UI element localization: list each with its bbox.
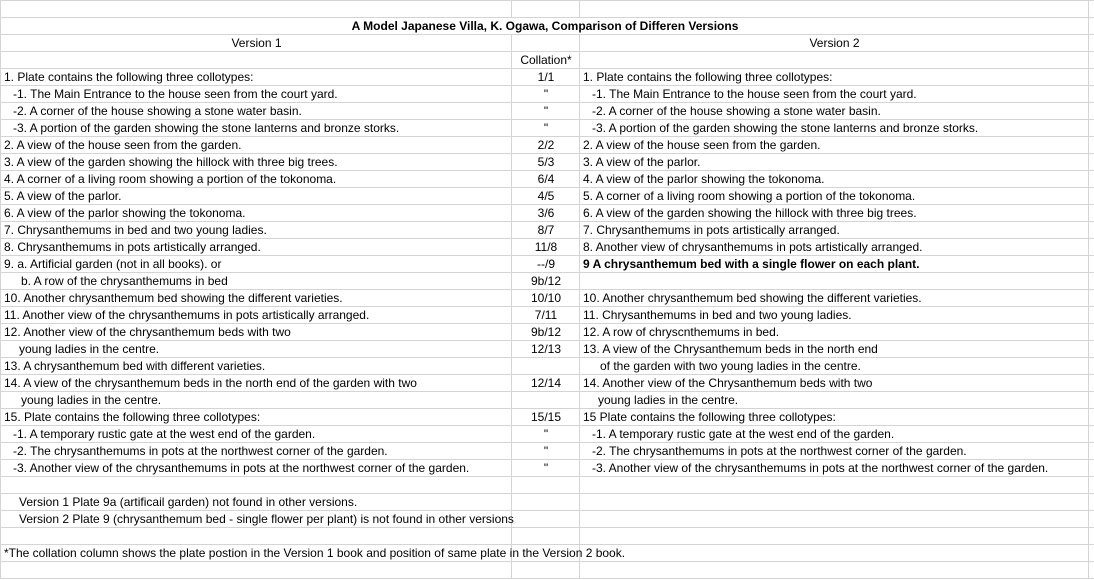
version1-cell[interactable]: 11. Another view of the chrysanthemums in pots artistically arranged. [1,307,512,324]
collation-cell[interactable]: 4/5 [512,188,580,205]
collation-cell[interactable] [512,358,580,375]
cell[interactable] [1089,562,1094,579]
table-row [1,103,1094,120]
version2-cell[interactable]: 15 Plate contains the following three collotypes: [580,409,1089,426]
cell[interactable] [580,477,1089,494]
cell[interactable] [1089,460,1094,477]
cell[interactable] [580,562,1089,579]
table-row [1,239,1094,256]
cell[interactable] [1089,239,1094,256]
version2-cell[interactable]: 2. A view of the house seen from the garden. [580,137,1089,154]
table-row [1,426,1094,443]
cell[interactable] [512,494,580,511]
table-row [1,256,1094,273]
collation-cell[interactable]: 8/7 [512,222,580,239]
version2-cell[interactable]: 6. A view of the garden showing the hillock with three big trees. [580,205,1089,222]
collation-cell[interactable]: 15/15 [512,409,580,426]
cell[interactable] [1089,222,1094,239]
cell[interactable] [512,511,580,528]
cell[interactable] [580,52,1089,69]
version2-cell[interactable]: 14. Another view of the Chrysanthemum beds with two [580,375,1089,392]
version1-cell[interactable]: 2. A view of the house seen from the garden. [1,137,512,154]
table-row [1,460,1094,477]
table-row [1,324,1094,341]
cell[interactable] [1089,154,1094,171]
cell[interactable] [1089,392,1094,409]
version2-cell[interactable]: of the garden with two young ladies in the centre. [580,358,1089,375]
version1-cell[interactable]: young ladies in the centre. [1,392,512,409]
collation-cell[interactable]: " [512,103,580,120]
cell[interactable] [1089,137,1094,154]
cell[interactable] [1089,426,1094,443]
version1-cell[interactable]: 4. A corner of a living room showing a portion of the tokonoma. [1,171,512,188]
cell[interactable] [580,511,1089,528]
collation-cell[interactable]: 10/10 [512,290,580,307]
table-row [1,120,1094,137]
collation-cell[interactable]: 3/6 [512,205,580,222]
version1-cell[interactable]: -1. The Main Entrance to the house seen from the court yard. [1,86,512,103]
cell[interactable] [1,52,512,69]
table-row [1,562,1094,579]
version2-cell[interactable]: 7. Chrysanthemums in pots artistically arranged. [580,222,1089,239]
version2-cell[interactable]: -3. Another view of the chrysanthemums in pots at the northwest corner of the garden. [580,460,1089,477]
cell[interactable] [1089,256,1094,273]
cell[interactable] [1089,18,1094,35]
version2-cell[interactable]: 9 A chrysanthemum bed with a single flower on each plant. [580,256,1089,273]
cell[interactable] [1089,171,1094,188]
version2-cell[interactable]: -3. A portion of the garden showing the stone lanterns and bronze storks. [580,120,1089,137]
collation-cell[interactable]: 9b/12 [512,324,580,341]
cell[interactable] [512,1,580,18]
version1-cell[interactable]: -1. A temporary rustic gate at the west end of the garden. [1,426,512,443]
version1-cell[interactable]: 6. A view of the parlor showing the tokonoma. [1,205,512,222]
collation-cell[interactable]: " [512,426,580,443]
version-header-row [1,35,1094,52]
collation-header-row [1,52,1094,69]
version1-cell[interactable]: 9. a. Artificial garden (not in all books). or [1,256,512,273]
cell[interactable] [1089,120,1094,137]
version2-cell[interactable]: -1. The Main Entrance to the house seen from the court yard. [580,86,1089,103]
version2-cell[interactable]: 10. Another chrysanthemum bed showing the different varieties. [580,290,1089,307]
cell[interactable] [1,1,512,18]
version2-cell[interactable]: -2. A corner of the house showing a stone water basin. [580,103,1089,120]
collation-cell[interactable]: " [512,86,580,103]
cell[interactable] [1089,443,1094,460]
table-row [1,137,1094,154]
version1-cell[interactable]: 5. A view of the parlor. [1,188,512,205]
cell[interactable] [1,477,512,494]
version2-cell[interactable]: young ladies in the centre. [580,392,1089,409]
version2-cell[interactable]: -1. A temporary rustic gate at the west end of the garden. [580,426,1089,443]
version1-cell[interactable]: 12. Another view of the chrysanthemum beds with two [1,324,512,341]
table-row [1,222,1094,239]
cell[interactable] [512,477,580,494]
version1-cell[interactable]: -3. A portion of the garden showing the stone lanterns and bronze storks. [1,120,512,137]
collation-cell[interactable]: 2/2 [512,137,580,154]
cell[interactable] [1089,205,1094,222]
version2-header[interactable]: Version 2 [580,35,1089,52]
note-row [1,494,1094,511]
table-row [1,290,1094,307]
table-row [1,409,1094,426]
table-row [1,273,1094,290]
cell[interactable] [1089,307,1094,324]
cell[interactable] [1089,341,1094,358]
collation-cell[interactable]: 7/11 [512,307,580,324]
cell[interactable] [1089,358,1094,375]
collation-cell[interactable]: 12/13 [512,341,580,358]
table-row [1,307,1094,324]
note-cell[interactable]: Version 2 Plate 9 (chrysanthemum bed - single flower per plant) is not found in other versions [1,511,512,528]
collation-cell[interactable]: " [512,443,580,460]
table-row [1,443,1094,460]
collation-cell[interactable]: 6/4 [512,171,580,188]
table-row [1,86,1094,103]
collation-cell[interactable] [512,392,580,409]
footnote-cell[interactable]: *The collation column shows the plate postion in the Version 1 book and position of same plate in the Version 2 book. [1,545,512,562]
table-row [1,358,1094,375]
version1-cell[interactable]: 8. Chrysanthemums in pots artistically arranged. [1,239,512,256]
cell[interactable] [512,35,580,52]
version1-cell[interactable]: 15. Plate contains the following three collotypes: [1,409,512,426]
cell[interactable] [1089,528,1094,545]
cell[interactable] [512,528,580,545]
collation-cell[interactable]: 9b/12 [512,273,580,290]
version2-cell[interactable]: 8. Another view of chrysanthemums in pots artistically arranged. [580,239,1089,256]
version2-cell[interactable]: 5. A corner of a living room showing a portion of the tokonoma. [580,188,1089,205]
cell[interactable] [1089,69,1094,86]
collation-cell[interactable]: 11/8 [512,239,580,256]
version1-cell[interactable]: -2. The chrysanthemums in pots at the northwest corner of the garden. [1,443,512,460]
version2-cell[interactable]: 4. A view of the parlor showing the tokonoma. [580,171,1089,188]
title-row [1,18,1094,35]
cell[interactable] [1089,494,1094,511]
cell[interactable] [1089,35,1094,52]
table-row [1,528,1094,545]
version1-header[interactable]: Version 1 [1,35,512,52]
version2-cell[interactable]: -2. The chrysanthemums in pots at the northwest corner of the garden. [580,443,1089,460]
version2-cell[interactable] [580,273,1089,290]
version1-cell[interactable]: young ladies in the centre. [1,341,512,358]
table-row [1,392,1094,409]
note-cell[interactable]: Version 1 Plate 9a (artificail garden) not found in other versions. [1,494,512,511]
collation-header[interactable]: Collation* [512,52,580,69]
cell[interactable] [580,1,1089,18]
cell[interactable] [1089,324,1094,341]
table-row [1,375,1094,392]
collation-cell[interactable]: 12/14 [512,375,580,392]
version2-cell[interactable]: 13. A view of the Chrysanthemum beds in the north end [580,341,1089,358]
version1-cell[interactable]: 14. A view of the chrysanthemum beds in the north end of the garden with two [1,375,512,392]
table-row [1,341,1094,358]
version1-cell[interactable]: 7. Chrysanthemums in bed and two young ladies. [1,222,512,239]
version1-cell[interactable]: -3. Another view of the chrysanthemums in pots at the northwest corner of the garden. [1,460,512,477]
table-row [1,171,1094,188]
cell[interactable] [1,562,512,579]
version2-cell[interactable]: 3. A view of the parlor. [580,154,1089,171]
cell[interactable] [1089,409,1094,426]
table-row [1,205,1094,222]
sheet-title[interactable]: A Model Japanese Villa, K. Ogawa, Comparison of Differen Versions [1,18,1089,35]
cell[interactable] [580,528,1089,545]
cell[interactable] [1089,477,1094,494]
version2-cell[interactable]: 11. Chrysanthemums in bed and two young ladies. [580,307,1089,324]
table-row [1,154,1094,171]
collation-cell[interactable]: " [512,460,580,477]
version1-cell[interactable]: 1. Plate contains the following three collotypes: [1,69,512,86]
version1-cell[interactable]: 3. A view of the garden showing the hillock with three big trees. [1,154,512,171]
cell[interactable] [1,528,512,545]
cell[interactable] [1089,86,1094,103]
cell[interactable] [1089,1,1094,18]
table-row [1,477,1094,494]
footnote-row [1,545,1094,562]
collation-cell[interactable]: 1/1 [512,69,580,86]
collation-cell[interactable]: --/9 [512,256,580,273]
cell[interactable] [1089,52,1094,69]
cell[interactable] [1089,273,1094,290]
cell[interactable] [1089,375,1094,392]
cell[interactable] [1089,545,1094,562]
note-row [1,511,1094,528]
version2-cell[interactable]: 1. Plate contains the following three collotypes: [580,69,1089,86]
cell[interactable] [512,562,580,579]
version1-cell[interactable]: -2. A corner of the house showing a stone water basin. [1,103,512,120]
version2-cell[interactable]: 12. A row of chryscnthemums in bed. [580,324,1089,341]
cell[interactable] [1089,188,1094,205]
version1-cell[interactable]: 10. Another chrysanthemum bed showing the different varieties. [1,290,512,307]
cell[interactable] [580,545,1089,562]
cell[interactable] [1089,103,1094,120]
collation-cell[interactable]: 5/3 [512,154,580,171]
cell[interactable] [1089,511,1094,528]
table-row [1,69,1094,86]
table-row [1,188,1094,205]
table-row [1,1,1094,18]
version1-cell[interactable]: 13. A chrysanthemum bed with different varieties. [1,358,512,375]
version1-cell[interactable]: b. A row of the chrysanthemums in bed [1,273,512,290]
cell[interactable] [1089,290,1094,307]
cell[interactable] [580,494,1089,511]
collation-cell[interactable]: " [512,120,580,137]
